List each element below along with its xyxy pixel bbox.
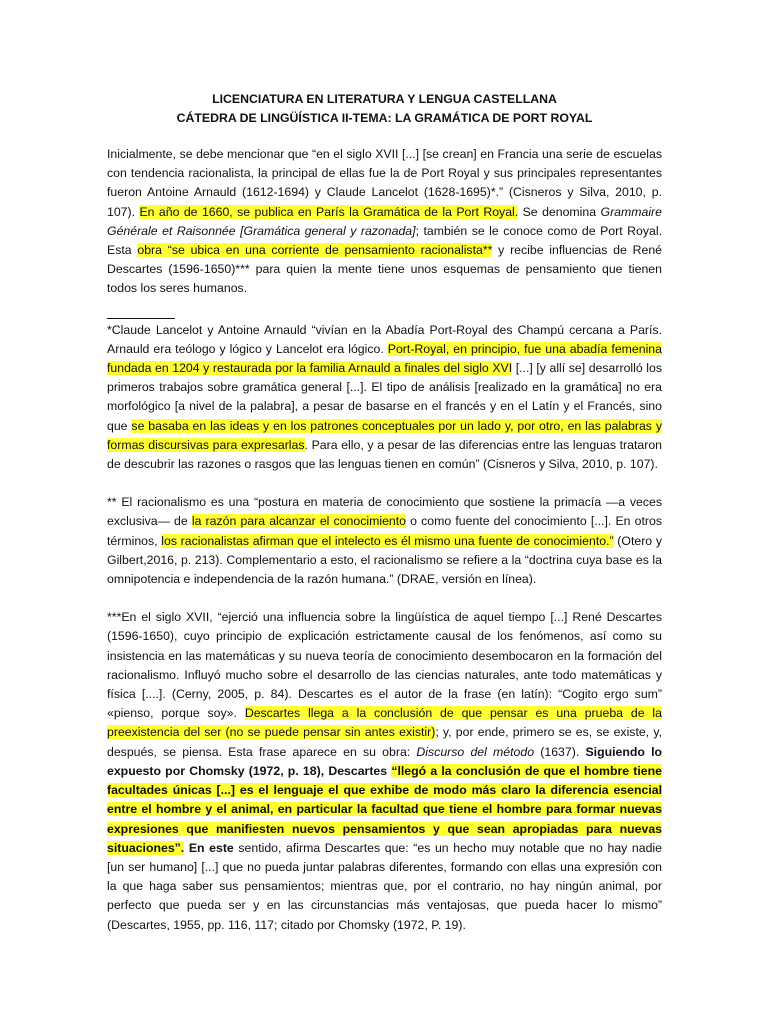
- intro-text-3: ; también se le conoce como de Port Royal. Esta: [107, 223, 662, 258]
- note3-text-3: (1637).: [534, 744, 586, 759]
- note1-text-1: *Claude Lancelot y Antoine Arnauld “vivían en la Abadía Port-Royal des Champú cercana a París. Arnauld era teólogo y lógico y Lancelot era lógico.: [107, 322, 662, 356]
- note1-text-3: . Para ello, y a pesar de las diferencias entre las lenguas trataron de descubrir las razones o rasgos que las lenguas tienen en común” (Cisneros y Silva, 2010, p. 107).: [107, 437, 663, 472]
- intro-highlight-1: En año de 1660, se publica en París la Gramática de la Port Royal.: [139, 204, 519, 219]
- note1-highlight-1: Port-Royal, en principio, fue una abadía femenina fundada en 1204 y restaurada por la familia Arnauld a finales del siglo XVI: [107, 341, 662, 376]
- intro-highlight-2: obra “se ubica en una corriente de pensamiento racionalista**: [137, 243, 493, 258]
- document-header: [107, 90, 662, 128]
- note2-highlight-1: la razón para alcanzar el conocimiento: [191, 514, 407, 529]
- note3-italic-title: Discurso del método: [416, 744, 535, 759]
- note3-bold-2: En este: [184, 840, 234, 855]
- footnote-1: [107, 321, 662, 475]
- document-page: [107, 90, 662, 935]
- note3-text-2: ; y, por ende, primero se es, se existe, y, después, se piensa. Esta frase aparece en su obra:: [107, 725, 662, 759]
- note3-text-1: ***En el siglo XVII, “ejerció una influencia sobre la lingüística de aquel tiempo [...] René Descartes (1596-1650), cuyo principio de explicación estrictamente causal de los fenómenos, así como su insistencia en las matemáticas y su nueva teoría de conocimiento desembocaron en la formación del racionalismo. Influyó mucho sobre el desarrollo de las ciencias naturales, ante todo matemáticas y física [....]. (Cerny, 2005, p. 84). Descartes es el autor de la frase (en latín): “Cogito ergo sum” «pienso, porque soy».: [107, 610, 662, 721]
- intro-text-4: y recibe influencias de René Descartes (1596-1650)*** para quien la mente tiene unos esquemas de pensamiento que tienen todos los seres humanos.: [107, 243, 662, 296]
- note2-text-3: (Otero y Gilbert,2016, p. 213). Complementario a esto, el racionalismo se refiere a la “doctrina cuya base es la omnipotencia e independencia de la razón humana.” (DRAE, versión en línea).: [107, 533, 662, 587]
- note1-text-2: [...] [y allí se] desarrolló los primeros trabajos sobre gramática general [...]. El tipo de análisis [realizado en la gramática] no era morfológico [a nivel de la palabra], a pesar de basarse en el francés y en el Latín y el Francés, sino que: [107, 361, 662, 433]
- footnote-2: [107, 493, 662, 589]
- footnote-separator: [107, 318, 175, 319]
- note2-text-2: o como fuente del conocimiento [...]. En otros términos,: [107, 514, 663, 548]
- header-line-1: LICENCIATURA EN LITERATURA Y LENGUA CASTELLANA: [212, 92, 557, 106]
- intro-text-2: Se denomina: [518, 204, 601, 219]
- note2-highlight-2: los racionalistas afirman que el intelecto es él mismo una fuente de conocimiento.”: [161, 533, 614, 548]
- intro-paragraph: [107, 145, 662, 299]
- note3-highlight-1: Descartes llega a la conclusión de que pensar es una prueba de la preexistencia del ser (no se puede pensar sin antes existir): [107, 706, 662, 740]
- intro-text-1: Inicialmente, se debe mencionar que “en el siglo XVII [...] [se crean] en Francia una serie de escuelas con tendencia racionalista, la principal de ellas fue la de Port Royal y sus principales representantes fueron Antoine Arnauld (1612-1694) y Claude Lancelot (1628-1695)*.” (Cisneros y Silva, 2010, p. 107).: [107, 147, 662, 219]
- note2-text-1: ** El racionalismo es una “postura en materia de conocimiento que sostiene la primacía —a veces exclusiva— de: [107, 495, 662, 529]
- note1-highlight-2: se basaba en las ideas y en los patrones conceptuales por un lado y, por otro, en las palabras y formas discursivas para expresarlas: [107, 418, 662, 452]
- note3-bold-1: Siguiendo lo expuesto por Chomsky (1972, p. 18), Descartes: [107, 744, 663, 778]
- footnote-3: [107, 608, 662, 934]
- header-line-2: CÁTEDRA DE LINGÜÍSTICA II-TEMA: LA GRAMÁTICA DE PORT ROYAL: [176, 111, 593, 125]
- note3-highlight-2: “llegó a la conclusión de que el hombre tiene facultades únicas [...] es el lenguaje el que exhibe de modo más claro la diferencia esencial entre el hombre y el animal, en particular la facultad que tiene el hombre para formar nuevas expresiones que manifiesten nuevos pensamientos y que sean apropiadas para nuevas situaciones”.: [107, 763, 662, 855]
- intro-italic-title: Grammaire Générale et Raisonnée [Gramática general y razonada]: [107, 204, 662, 238]
- note3-text-4: sentido, afirma Descartes que: “es un hecho muy notable que no hay nadie [un ser humano] [...] que no pueda juntar palabras diferentes, formando con ellas una expresión con la que haga saber sus pensamientos; mientras que, por el contrario, no hay ningún animal, por perfecto que pueda ser y en las circunstancias más ventajosas, que pueda hacer lo mismo” (Descartes, 1955, pp. 116, 117; citado por Chomsky (1972, P. 19).: [107, 840, 662, 932]
